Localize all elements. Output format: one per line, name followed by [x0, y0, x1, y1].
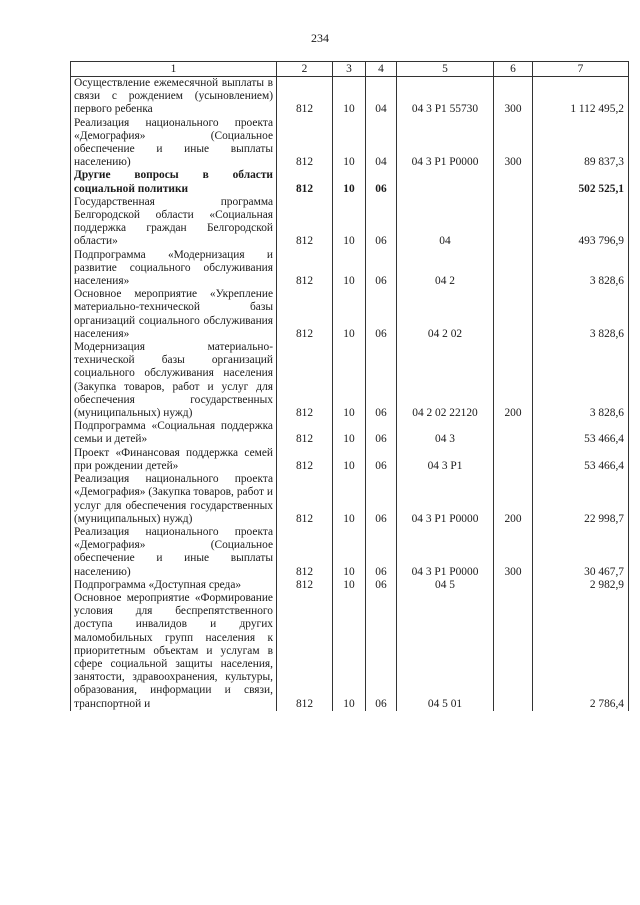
row-amount: 30 467,7: [533, 526, 629, 579]
row-name: Реализация национального проекта «Демография» (Социальное обеспечение и иные выплаты населению): [71, 117, 277, 170]
row-amount: 502 525,1: [533, 169, 629, 195]
page-number: 234: [311, 31, 329, 45]
row-admin-code: 812: [277, 196, 333, 249]
row-expense-type: 200: [494, 341, 533, 420]
table-row: [71, 526, 629, 579]
row-name: Другие вопросы в области социальной политики: [71, 169, 277, 195]
row-expense-type: [494, 579, 533, 592]
table-row: [71, 169, 629, 195]
table-row: [71, 473, 629, 526]
row-name: Подпрограмма «Модернизация и развитие социального обслуживания населения»: [71, 249, 277, 289]
table-row: [71, 117, 629, 170]
row-admin-code: 812: [277, 592, 333, 711]
row-subsection: 06: [366, 341, 397, 420]
row-amount: 3 828,6: [533, 288, 629, 341]
table-body: [71, 77, 629, 711]
row-amount: 2 982,9: [533, 579, 629, 592]
row-expense-type: [494, 420, 533, 446]
row-subsection: 04: [366, 77, 397, 117]
row-amount: 3 828,6: [533, 341, 629, 420]
table-row: [71, 249, 629, 289]
table-row: [71, 592, 629, 711]
row-target-article: 04 5 01: [397, 592, 494, 711]
row-admin-code: 812: [277, 473, 333, 526]
row-target-article: [397, 169, 494, 195]
column-header: 2: [277, 62, 333, 77]
row-expense-type: [494, 249, 533, 289]
row-admin-code: 812: [277, 447, 333, 473]
row-subsection: 06: [366, 169, 397, 195]
column-header: 5: [397, 62, 494, 77]
row-expense-type: 200: [494, 473, 533, 526]
row-amount: 3 828,6: [533, 249, 629, 289]
row-expense-type: [494, 447, 533, 473]
budget-table: [70, 61, 629, 711]
row-section: 10: [333, 77, 366, 117]
row-name: Модернизация материально-технической базы организаций социального обслуживания населения (Закупка товаров, работ и услуг для обеспечения государственных (муниципальных) нужд): [71, 341, 277, 420]
table-row: [71, 447, 629, 473]
row-amount: 53 466,4: [533, 420, 629, 446]
row-subsection: 06: [366, 473, 397, 526]
column-header: 6: [494, 62, 533, 77]
row-subsection: 06: [366, 420, 397, 446]
row-target-article: 04 2: [397, 249, 494, 289]
row-section: 10: [333, 447, 366, 473]
row-target-article: 04: [397, 196, 494, 249]
row-amount: 2 786,4: [533, 592, 629, 711]
row-section: 10: [333, 341, 366, 420]
row-expense-type: [494, 592, 533, 711]
row-name: Проект «Финансовая поддержка семей при рождении детей»: [71, 447, 277, 473]
row-section: 10: [333, 420, 366, 446]
row-target-article: 04 3 P1 P0000: [397, 117, 494, 170]
table-row: [71, 288, 629, 341]
row-section: 10: [333, 249, 366, 289]
row-admin-code: 812: [277, 169, 333, 195]
table-row: [71, 196, 629, 249]
table-row: [71, 579, 629, 592]
row-subsection: 06: [366, 196, 397, 249]
row-expense-type: 300: [494, 526, 533, 579]
row-section: 10: [333, 579, 366, 592]
row-name: Подпрограмма «Доступная среда»: [71, 579, 277, 592]
row-section: 10: [333, 288, 366, 341]
row-target-article: 04 2 02 22120: [397, 341, 494, 420]
column-header: 4: [366, 62, 397, 77]
table-row: [71, 420, 629, 446]
row-section: 10: [333, 592, 366, 711]
row-subsection: 06: [366, 249, 397, 289]
row-name: Реализация национального проекта «Демография» (Закупка товаров, работ и услуг для обеспечения государственных (муниципальных) нужд): [71, 473, 277, 526]
row-amount: 53 466,4: [533, 447, 629, 473]
row-section: 10: [333, 169, 366, 195]
row-expense-type: 300: [494, 77, 533, 117]
row-name: Государственная программа Белгородской области «Социальная поддержка граждан Белгородской области»: [71, 196, 277, 249]
column-header: 1: [71, 62, 277, 77]
row-target-article: 04 3 P1 P0000: [397, 526, 494, 579]
row-subsection: 06: [366, 288, 397, 341]
row-name: Реализация национального проекта «Демография» (Социальное обеспечение и иные выплаты населению): [71, 526, 277, 579]
column-header: 7: [533, 62, 629, 77]
row-subsection: 04: [366, 117, 397, 170]
row-target-article: 04 3: [397, 420, 494, 446]
row-admin-code: 812: [277, 77, 333, 117]
row-name: Осуществление ежемесячной выплаты в связи с рождением (усыновлением) первого ребенка: [71, 77, 277, 117]
row-target-article: 04 3 P1: [397, 447, 494, 473]
table-row: [71, 77, 629, 117]
row-target-article: 04 2 02: [397, 288, 494, 341]
row-section: 10: [333, 473, 366, 526]
row-name: Основное мероприятие «Формирование условия для беспрепятственного доступа инвалидов и других маломобильных групп населения к приоритетным объектам и услугам в сфере социальной защиты населения, занятости, здравоохранения, культуры, образования, информации и связи, транспортной и: [71, 592, 277, 711]
row-subsection: 06: [366, 592, 397, 711]
row-subsection: 06: [366, 579, 397, 592]
row-admin-code: 812: [277, 341, 333, 420]
row-subsection: 06: [366, 447, 397, 473]
row-subsection: 06: [366, 526, 397, 579]
row-admin-code: 812: [277, 526, 333, 579]
row-admin-code: 812: [277, 579, 333, 592]
row-amount: 493 796,9: [533, 196, 629, 249]
row-target-article: 04 3 P1 55730: [397, 77, 494, 117]
column-header: 3: [333, 62, 366, 77]
row-admin-code: 812: [277, 420, 333, 446]
row-target-article: 04 5: [397, 579, 494, 592]
row-expense-type: 300: [494, 117, 533, 170]
row-name: Подпрограмма «Социальная поддержка семьи и детей»: [71, 420, 277, 446]
row-admin-code: 812: [277, 117, 333, 170]
row-admin-code: 812: [277, 249, 333, 289]
row-amount: 22 998,7: [533, 473, 629, 526]
row-amount: 89 837,3: [533, 117, 629, 170]
row-expense-type: [494, 288, 533, 341]
row-expense-type: [494, 196, 533, 249]
row-admin-code: 812: [277, 288, 333, 341]
table-header-row: [71, 62, 629, 77]
row-section: 10: [333, 526, 366, 579]
row-section: 10: [333, 117, 366, 170]
row-name: Основное мероприятие «Укрепление материально-технической базы организаций социального обслуживания населения»: [71, 288, 277, 341]
row-target-article: 04 3 P1 P0000: [397, 473, 494, 526]
row-section: 10: [333, 196, 366, 249]
table-row: [71, 341, 629, 420]
row-expense-type: [494, 169, 533, 195]
row-amount: 1 112 495,2: [533, 77, 629, 117]
